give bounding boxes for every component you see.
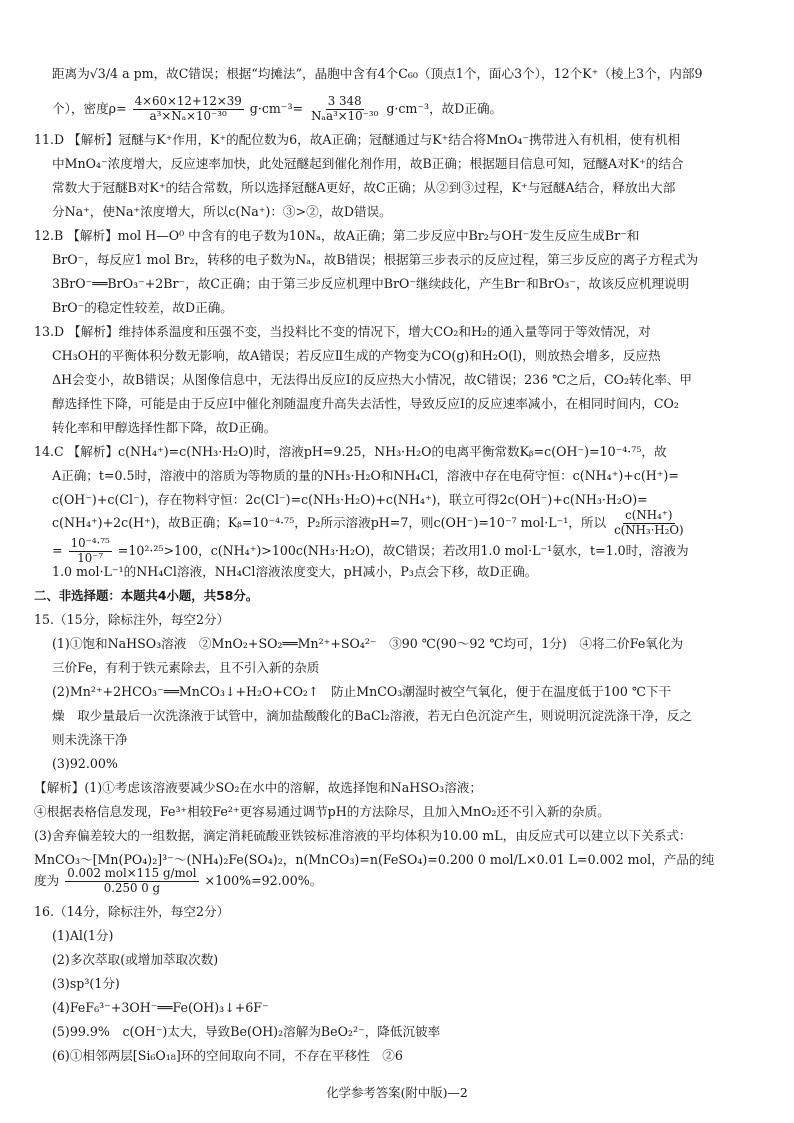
text-line: 则未洗涤干净 (52, 732, 128, 747)
text-line: 1.0 mol·L⁻¹的NH₄Cl溶液，NH₄Cl溶液浓度变大，pH减小，P₃点会下移，故D正确。 (52, 564, 538, 579)
text-line: (4)FeF₆³⁻+3OH⁻══Fe(OH)₃↓+6F⁻ (52, 1000, 269, 1015)
density-line (52, 96, 502, 123)
text-line: (2)Mn²⁺+2HCO₃⁻══MnCO₃↓+H₂O+CO₂↑ 防止MnCO₃潮湿时被空气氧化，便于在温度低于100 ℃下干 (52, 684, 672, 699)
text-segment: =10²·²⁵>100，c(NH₄⁺)>100c(NH₃·H₂O)，故C错误；若改用1.0 mol·L⁻¹氨水，t=1.0时，溶液为 (117, 542, 689, 558)
text-line: (3)sp³(1分) (52, 976, 120, 991)
text-line: 3BrO⁻══BrO₃⁻+2Br⁻，故C正确；由于第三步反应机理中BrO⁻继续歧化，产生Br⁻和BrO₃⁻，故该反应机理说明 (52, 276, 690, 291)
text-line: BrO⁻的稳定性较差，故D正确。 (52, 300, 233, 315)
text-line: 15.（15分，除标注外，每空2分） (34, 612, 230, 627)
text-line: 三价Fe，有利于铁元素除去，且不引入新的杂质 (52, 660, 320, 675)
text-line: (1)①饱和NaHSO₃溶液 ②MnO₂+SO₂══Mn²⁺+SO₄²⁻ ③90 ℃(90～92 ℃均可，1分) ④将二价Fe氧化为 (52, 636, 684, 651)
text-line: A正确；t=0.5时，溶液中的溶质为等物质的量的NH₃·H₂O和NH₄Cl，溶液中存在电荷守恒：c(NH₄⁺)+c(H⁺)= (52, 468, 679, 483)
text-line: 16.（14分，除标注外，每空2分） (34, 904, 230, 919)
text-segment: g·cm⁻³= (249, 100, 304, 116)
text-line: 常数大于冠醚B对K⁺的结合常数，所以选择冠醚A更好，故C正确；从②到③过程，K⁺与冠醚A结合，释放出大部 (52, 180, 676, 195)
text-line: 醇选择性下降，可能是由于反应Ⅰ中催化剂随温度升高失去活性，导致反应Ⅰ的反应速率减小，在相同时间内，CO₂ (52, 396, 679, 411)
page-footer: 化学参考答案(附中版)—2 (326, 1085, 468, 1100)
text-line: 燥 取少量最后一次洗涤液于试管中，滴加盐酸酸化的BaCl₂溶液，若无白色沉淀产生，则说明沉淀洗涤干净，反之 (52, 708, 692, 723)
text-line: 距离为√3/4 a pm，故C错误；根据“均摊法”，晶胞中含有4个C₆₀（顶点1个，面心3个），12个K⁺（棱上3个，内部9 (52, 66, 703, 81)
text-line: 13.D 【解析】维持体系温度和压强不变，当投料比不变的情况下，增大CO₂和H₂的通入量等同于等效情况，对 (34, 324, 651, 339)
fraction-denominator: 0.250 0 g (103, 880, 161, 895)
fraction (69, 538, 112, 565)
fraction-numerator: 10⁻⁴·⁷⁵ (70, 536, 110, 550)
fraction-numerator: 3 348 (327, 94, 362, 108)
fraction-denominator: Nₐa³×10⁻³⁰ (311, 108, 379, 123)
text-line: MnCO₃～[Mn(PO₄)₂]³⁻～(NH₄)₂Fe(SO₄)₂，n(MnCO₃)=n(FeSO₄)=0.200 0 mol/L×0.01 L=0.002 mol，产品的纯 (34, 852, 715, 867)
text-line: 中MnO₄⁻浓度增大，反应速率加快，此处冠醚起到催化剂作用，故B正确；根据题目信息可知，冠醚A对K⁺的结合 (52, 156, 684, 171)
section-heading: 二、非选择题：本题共4小题，共58分。 (34, 588, 259, 603)
text-line: 转化率和甲醇选择性都下降，故D正确。 (52, 420, 277, 435)
text-line: ④根据表格信息发现，Fe³⁺相较Fe²⁺更容易通过调节pH的方法除尽，且加入MnO₂还不引入新的杂质。 (34, 804, 610, 819)
text-line: (5)99.9% c(OH⁻)太大，导致Be(OH)₂溶解为BeO₂²⁻，降低沉铍率 (52, 1024, 441, 1039)
text-segment: c(NH₄⁺)+2c(H⁺)，故B正确；Kᵦ=10⁻⁴·⁷⁵，P₂所示溶液pH=7，则c(OH⁻)=10⁻⁷ mol·L⁻¹，所以 (52, 514, 607, 530)
text-segment: 个），密度ρ= (52, 100, 127, 116)
fraction-denominator: c(NH₃·H₂O) (614, 522, 684, 537)
text-line: c(OH⁻)+c(Cl⁻)，存在物料守恒：2c(Cl⁻)=c(NH₃·H₂O)+c(NH₄⁺)，联立可得2c(OH⁻)+c(NH₃·H₂O)= (52, 492, 648, 507)
text-segment: ×100%=92.00%。 (204, 872, 323, 888)
fraction (65, 868, 198, 895)
ratio-value-line (52, 538, 689, 565)
fraction-numerator: 4×60×12+12×39 (134, 94, 242, 108)
text-line: 分Na⁺，使Na⁺浓度增大，所以c(Na⁺)：③>②，故D错误。 (52, 204, 392, 219)
text-line: (3)92.00% (52, 756, 118, 771)
fraction-numerator: 0.002 mol×115 g/mol (67, 866, 197, 880)
text-line: 【解析】(1)①考虑该溶液要减少SO₂在水中的溶解，故选择饱和NaHSO₃溶液； (34, 780, 482, 795)
text-segment: = (52, 542, 63, 558)
text-segment: 度为 (34, 872, 60, 888)
text-line: CH₃OH的平衡体积分数无影响，故A错误；若反应Ⅱ生成的产物变为CO(g)和H₂O(l)，则放热会增多，反应热 (52, 348, 661, 363)
text-line: 12.B 【解析】mol H—O⁰ 中含有的电子数为10Nₐ，故A正确；第二步反应中Br₂与OH⁻发生反应生成Br⁻和 (34, 228, 640, 243)
ratio-line (52, 510, 688, 537)
text-line: 14.C 【解析】c(NH₄⁺)=c(NH₃·H₂O)时，溶液pH=9.25，NH₃·H₂O的电离平衡常数Kᵦ=c(OH⁻)=10⁻⁴·⁷⁵，故 (34, 444, 667, 459)
fraction-numerator: c(NH₄⁺) (625, 508, 673, 522)
text-line: BrO⁻，每反应1 mol Br₂，转移的电子数为Nₐ，故B错误；根据第三步表示的反应过程，第三步反应的离子方程式为 (52, 252, 699, 267)
fraction-denominator: 10⁻⁷ (77, 550, 104, 565)
fraction (309, 96, 380, 123)
text-line: (3)舍弃偏差较大的一组数据，滴定消耗硫酸亚铁铵标准溶液的平均体积为10.00 mL，由反应式可以建立以下关系式： (34, 828, 692, 843)
text-line: (2)多次萃取(或增加萃取次数) (52, 952, 219, 967)
purity-line (34, 868, 322, 895)
fraction-denominator: a³×Nₐ×10⁻³⁰ (149, 108, 227, 123)
text-line: (6)①相邻两层[Si₆O₁₈]环的空间取向不同，不存在平移性 ②6 (52, 1048, 403, 1063)
text-line: (1)Al(1分) (52, 928, 114, 943)
text-line: 11.D 【解析】冠醚与K⁺作用，K⁺的配位数为6，故A正确；冠醚通过与K⁺结合将MnO₄⁻携带进入有机相，使有机相 (34, 132, 681, 147)
text-segment: g·cm⁻³，故D正确。 (386, 100, 503, 116)
fraction (133, 96, 244, 123)
text-line: ΔH会变小，故B错误；从图像信息中，无法得出反应Ⅰ的反应热大小情况，故C错误；236 ℃之后，CO₂转化率、甲 (52, 372, 693, 387)
fraction (612, 510, 686, 537)
